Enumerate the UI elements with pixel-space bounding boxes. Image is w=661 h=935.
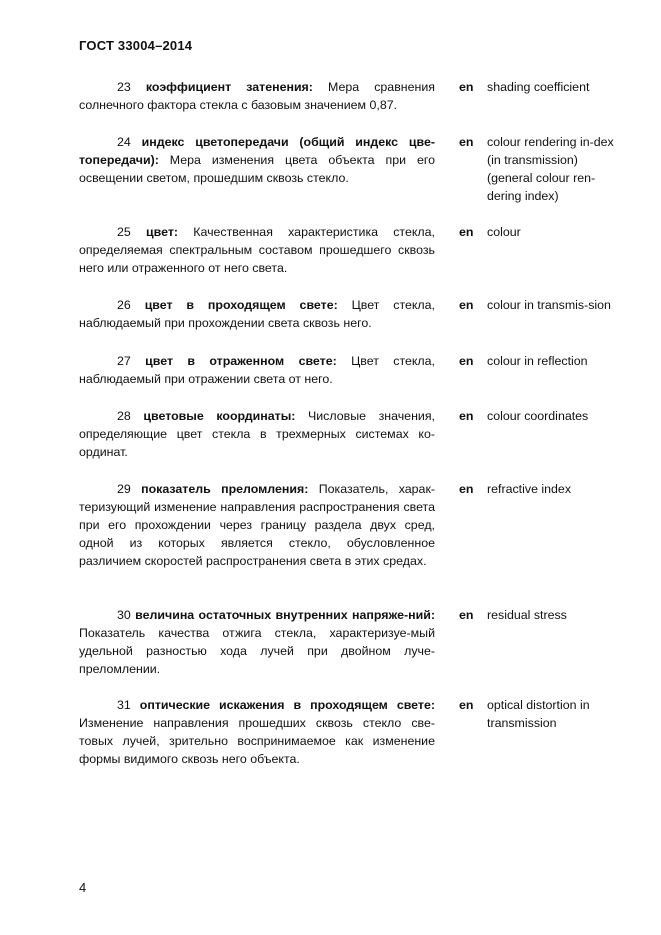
term-number: 30 <box>117 608 131 622</box>
term-definition <box>79 223 435 277</box>
term-definition <box>79 480 435 570</box>
document-header: ГОСТ 33004–2014 <box>79 38 193 53</box>
term-name: цвет в проходящем свете: <box>144 298 338 312</box>
term-name: индекс цветопередачи (общий индекс цве-топередачи): <box>79 135 435 167</box>
page-number: 4 <box>79 880 87 895</box>
english-term: colour coordinates <box>487 409 589 423</box>
language-code: en <box>459 354 474 368</box>
term-number: 31 <box>117 698 131 712</box>
language-code: en <box>459 482 474 496</box>
term-definition <box>79 133 435 187</box>
term-number: 23 <box>117 80 131 94</box>
language-code: en <box>459 298 474 312</box>
language-code: en <box>459 698 474 712</box>
english-term: colour in reflection <box>487 354 588 368</box>
term-number: 26 <box>117 298 131 312</box>
term-definition <box>79 696 435 768</box>
term-definition <box>79 352 435 388</box>
english-term: optical distortion in transmission <box>487 698 590 730</box>
language-code: en <box>459 608 474 622</box>
definition-text: Качественная характеристика стекла, определяемая спектральным составом прошедшего сквозь него или отраженного от него света. <box>79 225 435 275</box>
definition-text: Мера сравнения солнечного фактора стекла с базовым значением 0,87. <box>79 80 435 112</box>
english-term: shading coefficient <box>487 80 590 94</box>
term-definition <box>79 407 435 461</box>
definition-text: Показатель, харак-теризующий изменение направления распространения света при его прохождении через границу раздела двух сред, одной из которых является стекло, обусловленное различием скоростей распространения света в этих средах. <box>79 482 435 568</box>
english-term: residual stress <box>487 608 567 622</box>
english-term: colour in transmis-sion <box>487 298 611 312</box>
term-number: 24 <box>117 135 131 149</box>
term-definition <box>79 296 435 332</box>
english-term: colour <box>487 225 521 239</box>
language-code: en <box>459 225 474 239</box>
definition-text: Цвет стекла, наблюдаемый при отражении света от него. <box>79 354 435 386</box>
language-code: en <box>459 80 474 94</box>
term-name: оптические искажения в проходящем свете: <box>139 698 435 712</box>
term-number: 29 <box>117 482 131 496</box>
definition-text: Мера изменения цвета объекта при его освещении светом, прошедшим сквозь стекло. <box>79 153 435 185</box>
definition-text: Показатель качества отжига стекла, характеризуе-мый удельной разностью хода лучей при двойном луче-преломлении. <box>79 626 435 676</box>
definition-text: Цвет стекла, наблюдаемый при прохождении света сквозь него. <box>79 298 435 330</box>
term-name: показатель преломления: <box>141 482 309 496</box>
term-definition <box>79 606 435 678</box>
definition-text: Числовые значения, определяющие цвет стекла в трехмерных системах ко-ординат. <box>79 409 435 459</box>
term-name: цвет: <box>146 225 179 239</box>
language-code: en <box>459 409 474 423</box>
term-definition <box>79 78 435 114</box>
term-name: величина остаточных внутренних напряже-ний: <box>135 608 435 622</box>
english-term: colour rendering in-dex (in transmission) (general colour ren-dering index) <box>487 135 614 203</box>
term-name: коэффициент затенения: <box>145 80 313 94</box>
term-name: цветовые координаты: <box>143 409 296 423</box>
term-name: цвет в отраженном свете: <box>145 354 337 368</box>
term-number: 28 <box>117 409 131 423</box>
term-number: 25 <box>117 225 131 239</box>
english-term: refractive index <box>487 482 572 496</box>
language-code: en <box>459 135 474 149</box>
definition-text: Изменение направления прошедших сквозь стекло све-товых лучей, зрительно воспринимаемое как изменение формы видимого сквозь него объекта. <box>79 716 435 766</box>
term-number: 27 <box>117 354 131 368</box>
